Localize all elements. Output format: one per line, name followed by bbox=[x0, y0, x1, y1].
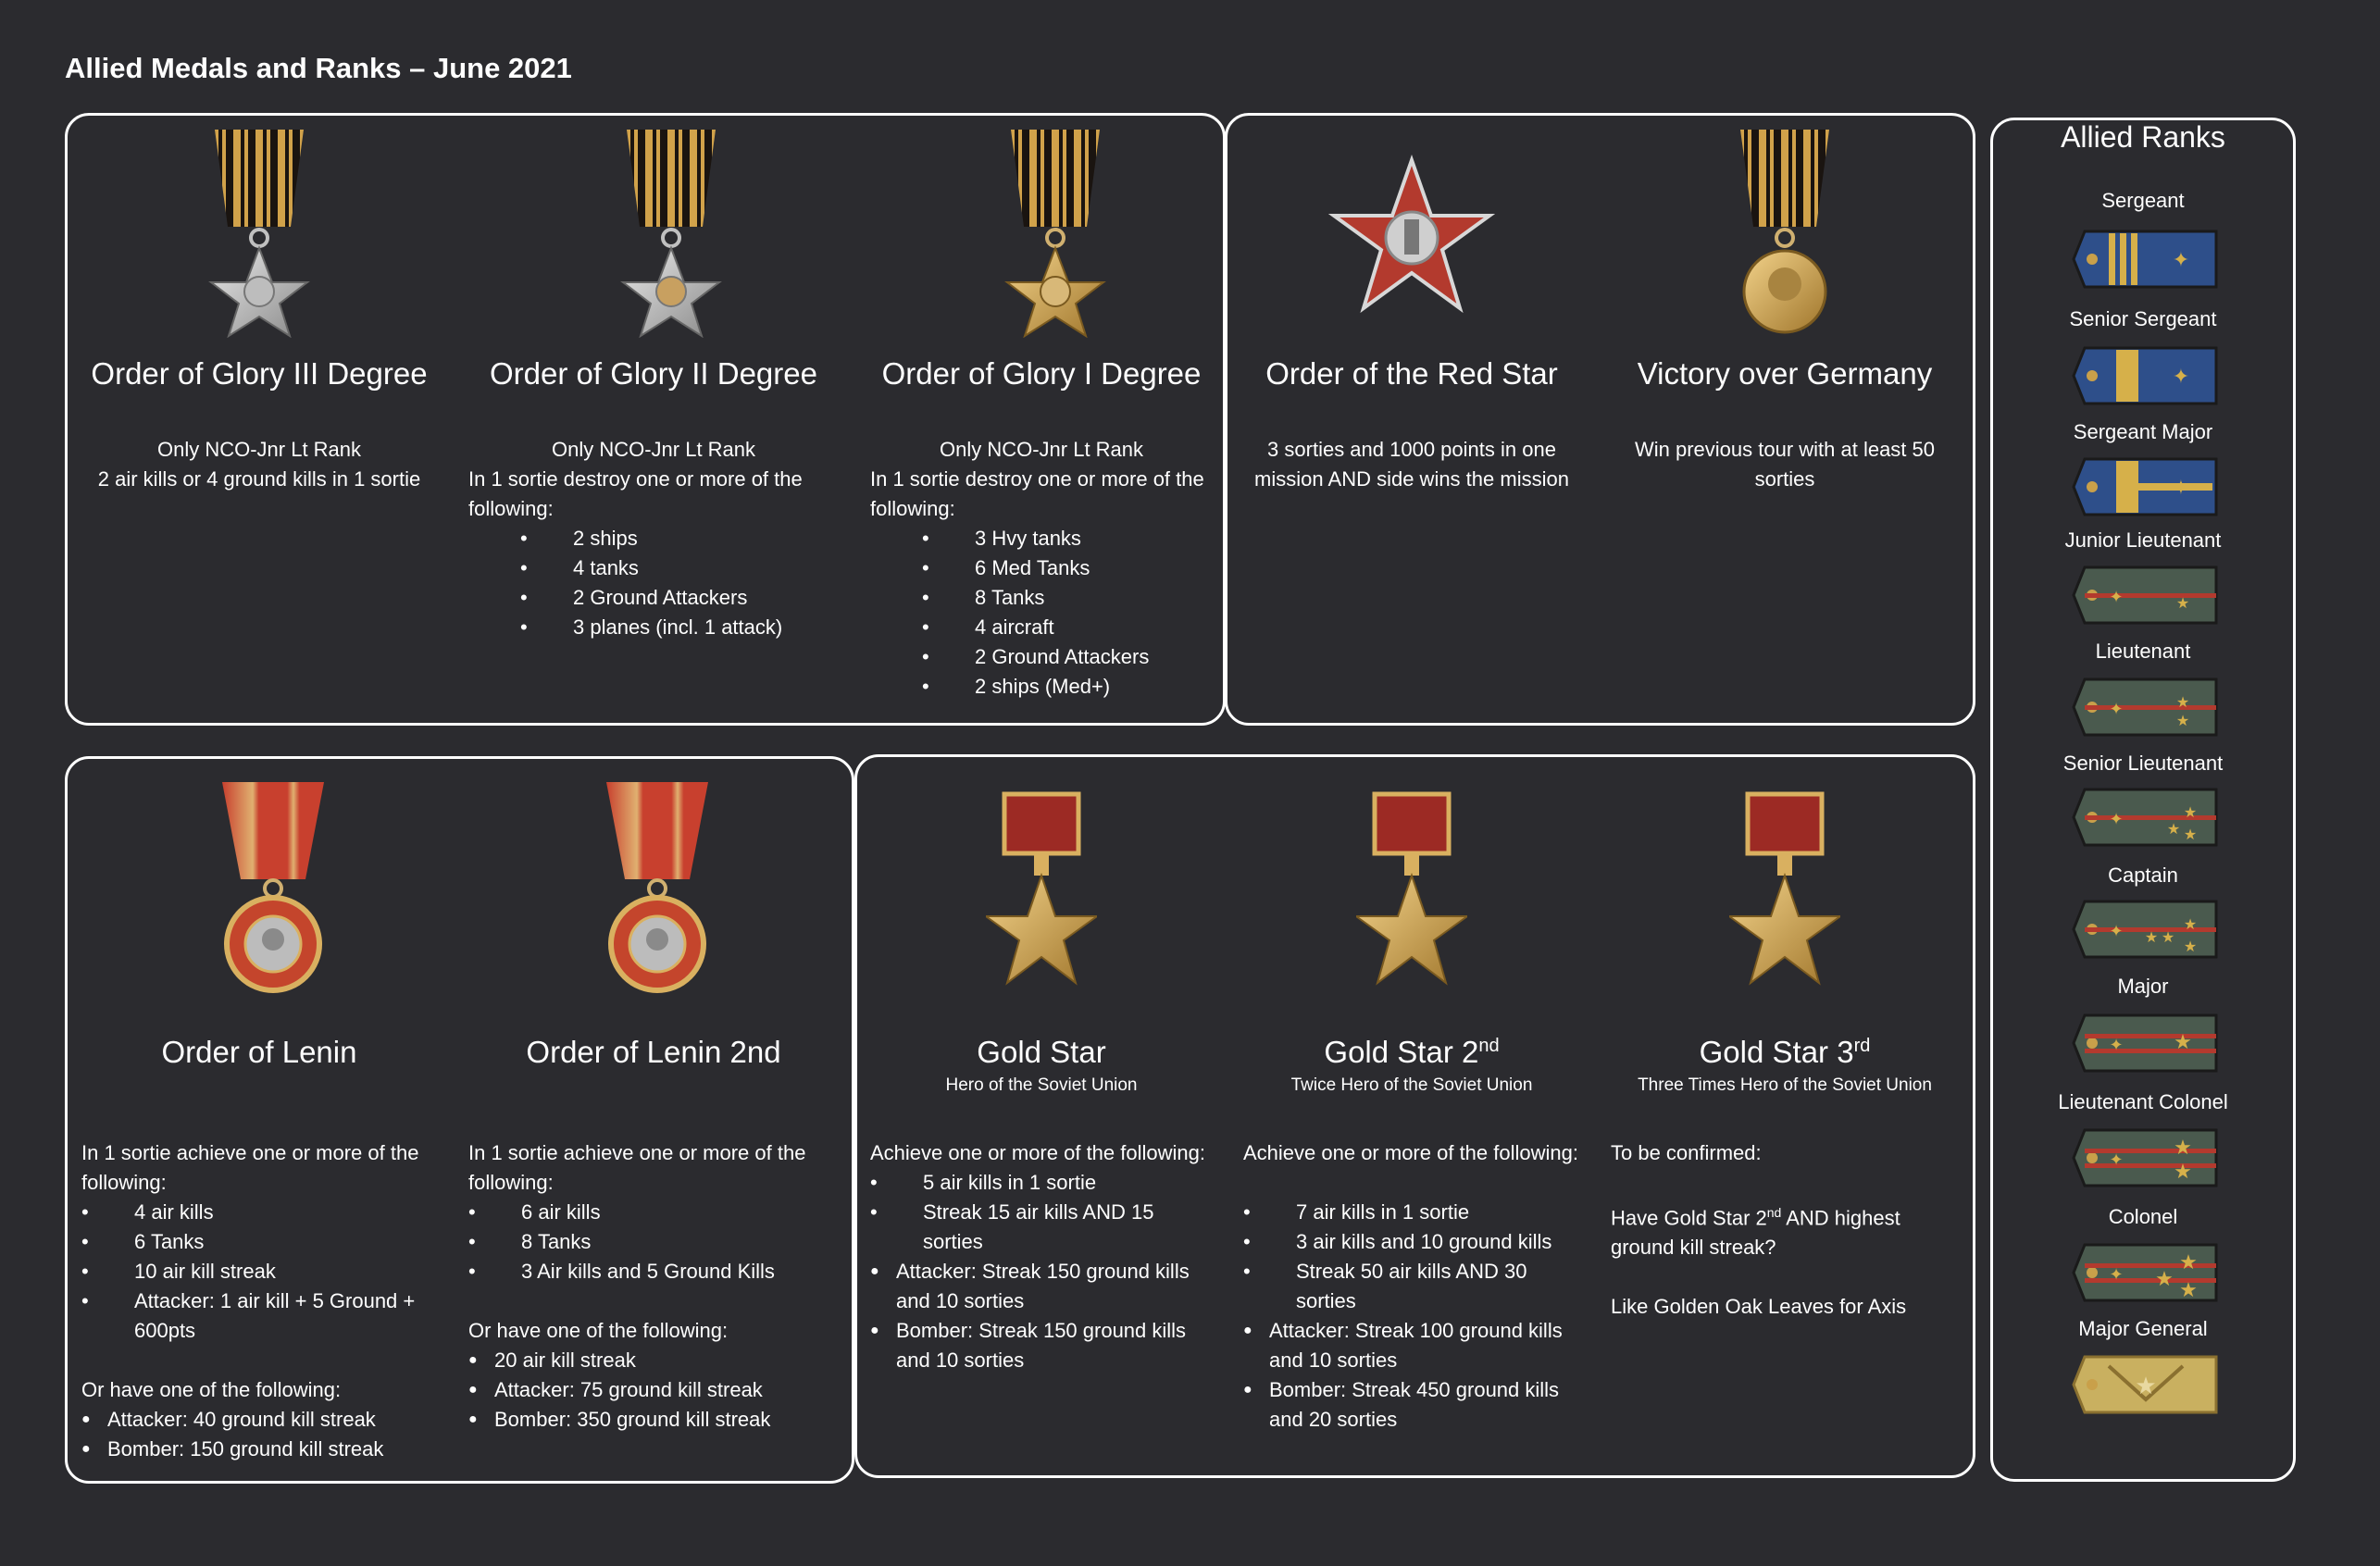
svg-text:✦: ✦ bbox=[2109, 1036, 2124, 1055]
gold3-line-2-pre: Have Gold Star 2 bbox=[1611, 1206, 1767, 1230]
gold-star-2nd-description bbox=[1243, 1138, 1586, 1435]
rank-label: Senior Lieutenant bbox=[2062, 752, 2224, 775]
gold-star-name: Gold Star bbox=[977, 1035, 1106, 1069]
shoulder-board-icon bbox=[2072, 786, 2220, 853]
svg-text:★: ★ bbox=[2183, 803, 2198, 821]
shoulder-board-icon bbox=[2072, 1126, 2220, 1194]
list-item: ● Bomber: Streak 150 ground kills and 10 sorties bbox=[870, 1316, 1213, 1375]
list-item: • Streak 50 air kills AND 30 sorties bbox=[1243, 1257, 1586, 1316]
svg-text:★: ★ bbox=[2166, 820, 2181, 838]
gold-star-subtitle: Hero of the Soviet Union bbox=[945, 1075, 1138, 1095]
glory3-line-1: Only NCO-Jnr Lt Rank bbox=[156, 438, 362, 461]
order-of-glory-2-icon bbox=[616, 125, 727, 338]
gold3-line-2-sup: nd bbox=[1766, 1205, 1782, 1220]
svg-text:★: ★ bbox=[2179, 1279, 2198, 1302]
gold3-name-base: Gold Star 3 bbox=[1699, 1035, 1854, 1069]
list-item: ● Attacker: Streak 100 ground kills and 10 sorties bbox=[1243, 1316, 1586, 1375]
rank-label: Sergeant Major bbox=[2073, 420, 2213, 443]
list-item: • 4 tanks bbox=[468, 553, 839, 583]
svg-text:✦: ✦ bbox=[2172, 366, 2190, 389]
lenin-intro: In 1 sortie achieve one or more of the following: bbox=[81, 1141, 419, 1194]
svg-text:★: ★ bbox=[2179, 1251, 2198, 1274]
gold-star-3rd-name bbox=[1600, 1035, 1970, 1070]
shoulder-board-icon bbox=[2072, 344, 2220, 412]
list-item: • 2 ships bbox=[468, 524, 839, 553]
svg-text:✦: ✦ bbox=[2109, 810, 2124, 829]
svg-text:✦: ✦ bbox=[2109, 588, 2124, 607]
victory-over-germany-name: Victory over Germany bbox=[1637, 356, 1933, 391]
svg-text:✦: ✦ bbox=[2172, 249, 2190, 272]
svg-text:✦: ✦ bbox=[2109, 1150, 2124, 1170]
svg-text:★: ★ bbox=[2155, 1268, 2174, 1291]
gold-star-2nd-icon bbox=[1356, 787, 1467, 990]
gold-star-icon bbox=[986, 787, 1097, 990]
list-item: ● Attacker: Streak 150 ground kills and 10 sorties bbox=[870, 1257, 1213, 1316]
svg-text:★: ★ bbox=[2135, 1373, 2157, 1400]
svg-text:✦: ✦ bbox=[2172, 477, 2190, 500]
order-of-glory-3-description bbox=[74, 435, 444, 494]
glory2-line-2: In 1 sortie destroy one or more of the following: bbox=[468, 467, 803, 520]
svg-text:★: ★ bbox=[2174, 1161, 2192, 1184]
lenin2-or-intro: Or have one of the following: bbox=[468, 1319, 729, 1342]
list-item: • 7 air kills in 1 sortie bbox=[1243, 1198, 1586, 1227]
ranks-title: Allied Ranks bbox=[2061, 120, 2225, 154]
shoulder-board-icon bbox=[2072, 676, 2220, 743]
gold3-line-1: To be confirmed: bbox=[1611, 1141, 1762, 1164]
rank-label: Major bbox=[2117, 975, 2169, 998]
victory-over-germany-icon bbox=[1729, 125, 1840, 338]
rank-label: Lieutenant bbox=[2095, 640, 2191, 663]
shoulder-board-icon bbox=[2072, 228, 2220, 295]
glory1-line-1: Only NCO-Jnr Lt Rank bbox=[939, 438, 1144, 461]
list-item: • 6 Med Tanks bbox=[870, 553, 1213, 583]
svg-text:★: ★ bbox=[2174, 1031, 2192, 1054]
svg-text:★: ★ bbox=[2174, 1137, 2192, 1160]
order-of-glory-3-name: Order of Glory III Degree bbox=[91, 356, 428, 391]
list-item: • 3 planes (incl. 1 attack) bbox=[468, 613, 839, 642]
svg-text:★: ★ bbox=[2161, 928, 2175, 946]
victory-over-germany-description: Win previous tour with at least 50 sorties bbox=[1634, 438, 1936, 491]
rank-label: Major General bbox=[2078, 1317, 2208, 1340]
gold1-intro: Achieve one or more of the following: bbox=[870, 1141, 1205, 1164]
shoulder-board-icon bbox=[2072, 1353, 2220, 1421]
rank-label: Senior Sergeant bbox=[2069, 307, 2217, 330]
order-of-lenin-2nd-name: Order of Lenin 2nd bbox=[526, 1035, 781, 1069]
svg-text:★: ★ bbox=[2183, 938, 2198, 955]
order-of-glory-1-icon bbox=[1000, 125, 1111, 338]
list-item: • 6 air kills bbox=[468, 1198, 839, 1227]
list-item: ● Attacker: 75 ground kill streak bbox=[468, 1375, 839, 1405]
list-item: ● Bomber: 150 ground kill streak bbox=[81, 1435, 452, 1464]
list-item: • 3 air kills and 10 ground kills bbox=[1243, 1227, 1586, 1257]
svg-text:✦: ✦ bbox=[2109, 700, 2124, 719]
order-of-red-star-icon bbox=[1328, 153, 1495, 319]
list-item: ● Bomber: 350 ground kill streak bbox=[468, 1405, 839, 1435]
glory1-line-2: In 1 sortie destroy one or more of the following: bbox=[870, 467, 1204, 520]
order-of-red-star-name: Order of the Red Star bbox=[1265, 356, 1558, 391]
svg-text:★: ★ bbox=[2183, 826, 2198, 843]
order-of-lenin-2nd-icon bbox=[597, 777, 717, 995]
glory3-line-2: 2 air kills or 4 ground kills in 1 sortie bbox=[97, 467, 421, 491]
list-item: • 6 Tanks bbox=[81, 1227, 452, 1257]
list-item: • 2 ships (Med+) bbox=[870, 672, 1213, 702]
glory2-line-1: Only NCO-Jnr Lt Rank bbox=[551, 438, 756, 461]
order-of-glory-1-description bbox=[870, 435, 1213, 702]
list-item: ● Attacker: 40 ground kill streak bbox=[81, 1405, 452, 1435]
svg-text:★: ★ bbox=[2183, 915, 2198, 933]
svg-text:★: ★ bbox=[2144, 928, 2159, 946]
lenin2-intro: In 1 sortie achieve one or more of the following: bbox=[468, 1141, 806, 1194]
lenin-or-intro: Or have one of the following: bbox=[81, 1378, 342, 1401]
shoulder-board-icon bbox=[2072, 1241, 2220, 1309]
list-item: • Attacker: 1 air kill + 5 Ground + 600pts bbox=[81, 1286, 452, 1346]
order-of-glory-1-name: Order of Glory I Degree bbox=[881, 356, 1202, 391]
shoulder-board-icon bbox=[2072, 1012, 2220, 1079]
gold2-name-sup: nd bbox=[1478, 1036, 1500, 1056]
order-of-glory-2-name: Order of Glory II Degree bbox=[490, 356, 817, 391]
gold-star-3rd-subtitle: Three Times Hero of the Soviet Union bbox=[1638, 1075, 1932, 1095]
list-item: • 10 air kill streak bbox=[81, 1257, 452, 1286]
gold3-line-2 bbox=[1611, 1198, 1963, 1262]
list-item: • 4 air kills bbox=[81, 1198, 452, 1227]
gold2-name-base: Gold Star 2 bbox=[1324, 1035, 1479, 1069]
rank-label: Lieutenant Colonel bbox=[2058, 1090, 2228, 1113]
svg-text:★: ★ bbox=[2175, 594, 2190, 612]
order-of-red-star-description: 3 sorties and 1000 points in one mission AND side wins the mission bbox=[1254, 438, 1569, 491]
rank-label: Junior Lieutenant bbox=[2064, 528, 2222, 552]
page-title: Allied Medals and Ranks – June 2021 bbox=[65, 52, 572, 84]
order-of-lenin-2nd-description bbox=[468, 1138, 839, 1435]
list-item: • 3 Air kills and 5 Ground Kills bbox=[468, 1257, 839, 1286]
order-of-lenin-description bbox=[81, 1138, 452, 1464]
list-item: • 2 Ground Attackers bbox=[468, 583, 839, 613]
list-item: • 4 aircraft bbox=[870, 613, 1213, 642]
shoulder-board-icon bbox=[2072, 898, 2220, 965]
gold3-name-sup: rd bbox=[1853, 1036, 1871, 1056]
list-item: ● Bomber: Streak 450 ground kills and 20 sorties bbox=[1243, 1375, 1586, 1435]
rank-label: Colonel bbox=[2108, 1205, 2178, 1228]
list-item: • Streak 15 air kills AND 15 sorties bbox=[870, 1198, 1213, 1257]
list-item: • 2 Ground Attackers bbox=[870, 642, 1213, 672]
gold-star-description bbox=[870, 1138, 1213, 1375]
gold-star-2nd-subtitle: Twice Hero of the Soviet Union bbox=[1290, 1075, 1533, 1095]
gold3-line-2-post: AND highest ground kill streak? bbox=[1611, 1206, 1900, 1260]
svg-text:✦: ✦ bbox=[2109, 922, 2124, 941]
gold3-line-3: Like Golden Oak Leaves for Axis bbox=[1611, 1295, 1907, 1319]
gold-star-2nd-name bbox=[1227, 1035, 1597, 1070]
rank-label: Sergeant bbox=[2101, 189, 2185, 212]
rank-label: Captain bbox=[2108, 864, 2178, 887]
list-item: • 8 Tanks bbox=[870, 583, 1213, 613]
order-of-glory-3-icon bbox=[204, 125, 315, 338]
order-of-lenin-name: Order of Lenin bbox=[161, 1035, 357, 1069]
order-of-lenin-icon bbox=[213, 777, 333, 995]
list-item: • 8 Tanks bbox=[468, 1227, 839, 1257]
svg-text:✦: ✦ bbox=[2109, 1265, 2124, 1285]
list-item: • 3 Hvy tanks bbox=[870, 524, 1213, 553]
order-of-glory-2-description bbox=[468, 435, 839, 642]
gold-star-3rd-description bbox=[1611, 1138, 1963, 1322]
shoulder-board-icon bbox=[2072, 455, 2220, 523]
list-item: ● 20 air kill streak bbox=[468, 1346, 839, 1375]
list-item: • 5 air kills in 1 sortie bbox=[870, 1168, 1213, 1198]
svg-text:★: ★ bbox=[2175, 693, 2190, 711]
gold-star-3rd-icon bbox=[1729, 787, 1840, 990]
svg-text:★: ★ bbox=[2175, 712, 2190, 729]
shoulder-board-icon bbox=[2072, 564, 2220, 631]
gold2-intro: Achieve one or more of the following: bbox=[1243, 1141, 1578, 1164]
